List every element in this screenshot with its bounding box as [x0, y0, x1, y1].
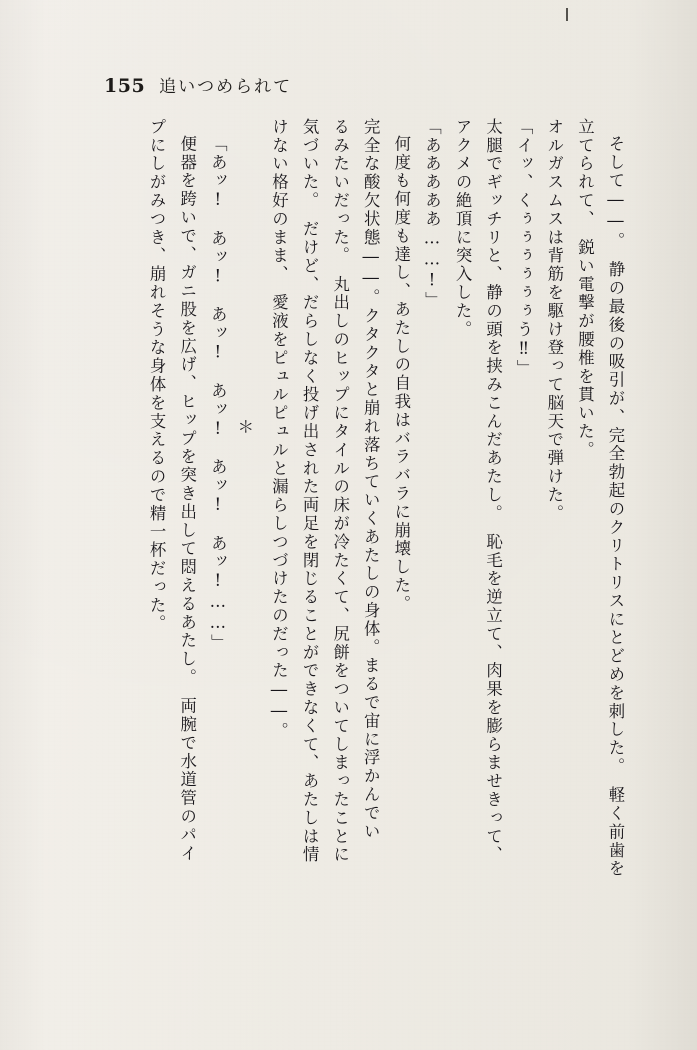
text-column: 何度も何度も達し、あたしの自我はバラバラに崩壊した。: [391, 135, 411, 614]
text-column: るみたいだった。 丸出しのヒップにタイルの床が冷たくて、尻餅をついてしまったことに: [330, 118, 350, 865]
running-title: 追いつめられて: [159, 77, 293, 97]
text-column: 「あッ! あッ! あッ! あッ! あッ! あッ!……」: [208, 135, 228, 653]
text-column: 「あああああ……!」: [422, 118, 442, 310]
page-header: [104, 72, 292, 97]
text-column: アクメの絶頂に突入した。: [453, 118, 473, 339]
text-column: 完全な酸欠状態――。クタクタと崩れ落ちていくあたしの身体。まるで宙に浮かんでい: [361, 118, 381, 841]
text-column: プにしがみつき、崩れそうな身体を支えるので精一杯だった。: [147, 118, 167, 634]
section-break-marker: ＊: [234, 418, 254, 435]
text-column: 立てられて、 鋭い電撃が腰椎を貫いた。: [575, 118, 595, 460]
text-column: 「イッ、くぅぅぅぅぅぅう‼」: [514, 118, 534, 379]
page-number: 155: [104, 75, 146, 97]
text-column: 太腿でギッチリと、静の頭を挟みこんだあたし。 恥毛を逆立て、肉果を膨らませきって、: [483, 118, 503, 865]
page-edge-shading-left: [0, 0, 46, 1050]
text-column: 便器を跨いで、ガニ股を広げ、ヒップを突き出して悶えるあたし。 両腕で水道管のパイ: [177, 135, 197, 863]
text-column: けない格好のまま、 愛液をピュルピュルと漏らしつづけたのだった――。: [269, 118, 289, 741]
text-column: 気づいた。 だけど、だらしなく投げ出された両足を閉じることができなくて、あたしは情: [300, 118, 320, 865]
crop-mark-icon: [566, 8, 568, 21]
page-edge-shading-right: [627, 0, 697, 1050]
text-column: そして――。 静の最後の吸引が、完全勃起のクリトリスにとどめを刺した。 軽く前歯を: [606, 135, 625, 879]
text-column: オルガスムスは背筋を駆け登って脳天で弾けた。: [544, 118, 564, 523]
vertical-text-body: [78, 118, 623, 1028]
